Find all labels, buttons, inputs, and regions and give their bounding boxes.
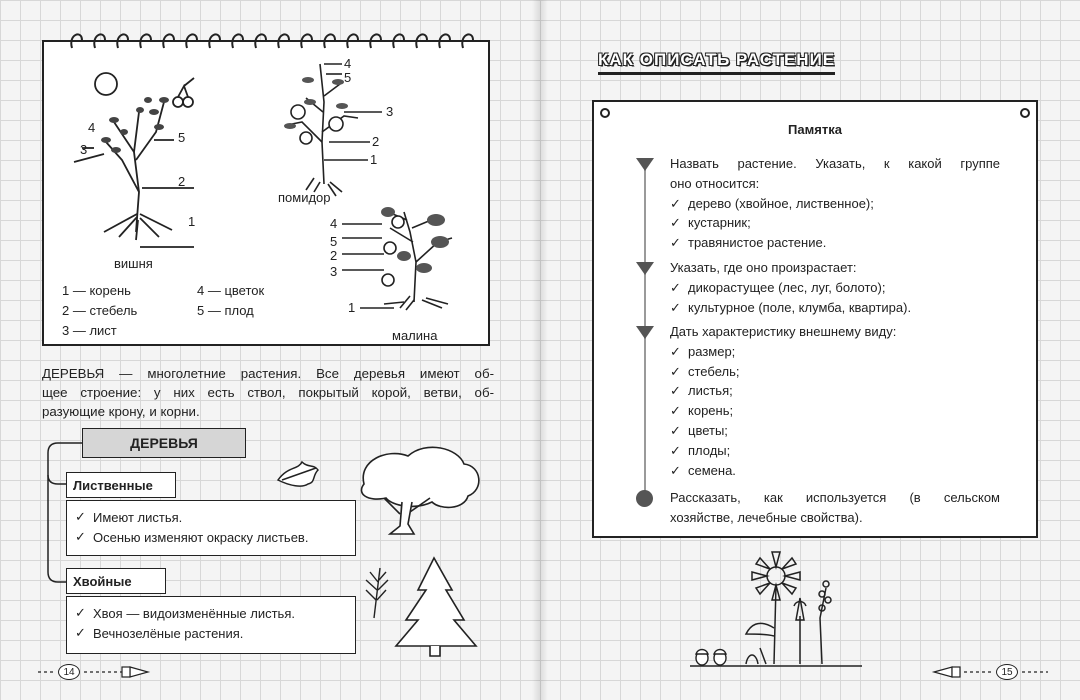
list-item — [670, 461, 1000, 481]
check-icon: ✓ — [670, 383, 681, 399]
item-text: кустарник; — [688, 215, 751, 231]
check-icon: ✓ — [670, 279, 681, 295]
item-text: размер; — [688, 343, 736, 359]
item-text: дерево (хвойное, лиственное); — [688, 195, 874, 211]
triangle-marker-icon — [636, 326, 654, 339]
text-line: ДЕРЕВЬЯ — многолетние растения. Все деревья имеют об- — [42, 366, 494, 381]
callout-number: 1 — [370, 152, 378, 167]
category-conifer-title: Хвойные — [66, 568, 166, 594]
check-icon: ✓ — [670, 235, 681, 251]
item-text: корень; — [688, 403, 734, 419]
item-text: листья; — [688, 383, 733, 399]
callout-number: 2 — [372, 134, 380, 149]
pine-branch-icon — [366, 568, 388, 618]
bolt-icon — [600, 108, 610, 118]
memo-step — [670, 322, 1000, 480]
list-item — [670, 342, 1000, 362]
check-icon: ✓ — [670, 195, 681, 211]
plant-name-raspberry: малина — [392, 328, 438, 343]
legend-entry: 2 — стебель — [62, 302, 138, 318]
acorn-icon — [696, 650, 726, 666]
item-text: цветы; — [688, 422, 728, 438]
fir-tree-icon — [396, 558, 476, 656]
item-text: Имеют листья. — [93, 509, 183, 525]
callout-number: 2 — [330, 248, 338, 263]
legend-entry: 3 — лист — [62, 322, 117, 338]
callout-number: 2 — [178, 174, 186, 189]
list-item — [670, 233, 1000, 253]
memo-step — [670, 488, 1000, 528]
list-item — [670, 362, 1000, 382]
callout-number: 1 — [188, 214, 196, 229]
callout-number: 5 — [330, 234, 338, 249]
callout-number: 4 — [88, 120, 96, 135]
step-text: оно относится: — [670, 175, 760, 191]
step-text: Назвать растение. Указать, к какой группе — [670, 156, 1000, 171]
text-line: разующие крону, и корни. — [42, 404, 200, 419]
trees-title: ДЕРЕВЬЯ — [82, 428, 246, 458]
callout-number: 3 — [386, 104, 394, 119]
check-icon: ✓ — [670, 299, 681, 315]
item-text: Осенью изменяют окраску листьев. — [93, 529, 309, 545]
item-text: стебель; — [688, 363, 740, 379]
item-text: плоды; — [688, 442, 731, 458]
item-text: Хвоя — видоизменённые листья. — [93, 605, 295, 621]
legend-entry: 1 — корень — [62, 282, 131, 298]
check-icon: ✓ — [670, 403, 681, 419]
category-deciduous-title: Лиственные — [66, 472, 176, 498]
check-icon: ✓ — [75, 625, 86, 640]
list-item — [670, 421, 1000, 441]
callout-number: 3 — [330, 264, 338, 279]
check-icon: ✓ — [670, 422, 681, 438]
memo-step — [670, 258, 1000, 317]
step-text: хозяйстве, лечебные свойства). — [670, 509, 863, 525]
list-item — [670, 213, 1000, 233]
plant-name-tomato: помидор — [278, 190, 331, 205]
bolt-icon — [1020, 108, 1030, 118]
check-icon: ✓ — [670, 462, 681, 478]
callout-number: 4 — [344, 56, 352, 71]
plant-name-cherry: вишня — [114, 256, 153, 271]
page-heading: КАК ОПИСАТЬ РАСТЕНИЕ — [598, 50, 835, 75]
list-item — [670, 278, 1000, 298]
list-item — [670, 441, 1000, 461]
check-icon: ✓ — [75, 529, 86, 544]
check-icon: ✓ — [670, 442, 681, 458]
item-text: Вечнозелёные растения. — [93, 625, 244, 641]
memo-card — [592, 100, 1038, 538]
flower-doodle-icon — [690, 552, 862, 666]
item-text: травянистое растение. — [688, 235, 827, 251]
callout-number: 5 — [344, 70, 352, 85]
callout-number: 5 — [178, 130, 186, 145]
pencil-icon — [934, 667, 960, 677]
oak-leaf-icon — [278, 462, 318, 486]
page-number: 14 — [58, 664, 80, 680]
oak-tree-icon — [361, 447, 478, 534]
check-icon: ✓ — [670, 363, 681, 379]
item-text: семена. — [688, 462, 736, 478]
item-text: дикорастущее (лес, луг, болото); — [688, 279, 886, 295]
callout-number: 4 — [330, 216, 338, 231]
step-text: Рассказать, как используется (в сельском — [670, 490, 1000, 505]
list-item — [670, 381, 1000, 401]
pencil-icon — [122, 667, 148, 677]
item-text: культурное (поле, клумба, квартира). — [688, 299, 912, 315]
triangle-marker-icon — [636, 158, 654, 171]
memo-step — [670, 154, 1000, 253]
check-icon: ✓ — [75, 509, 86, 524]
callout-number: 1 — [348, 300, 356, 315]
legend-entry: 5 — плод — [197, 302, 254, 318]
list-item — [670, 401, 1000, 421]
step-text: Указать, где оно произрастает: — [670, 260, 857, 275]
list-item — [670, 194, 1000, 214]
check-icon: ✓ — [670, 215, 681, 231]
page-number: 15 — [996, 664, 1018, 680]
circle-marker-icon — [636, 490, 653, 507]
list-item — [670, 298, 1000, 318]
check-icon: ✓ — [670, 343, 681, 359]
callout-number: 3 — [80, 142, 88, 157]
memo-title: Памятка — [788, 122, 842, 137]
check-icon: ✓ — [75, 605, 86, 620]
text-line: щее строение: у них есть ствол, покрытый корой, ветви, об- — [42, 385, 494, 400]
legend-entry: 4 — цветок — [197, 282, 265, 298]
triangle-marker-icon — [636, 262, 654, 275]
step-text: Дать характеристику внешнему виду: — [670, 324, 897, 339]
